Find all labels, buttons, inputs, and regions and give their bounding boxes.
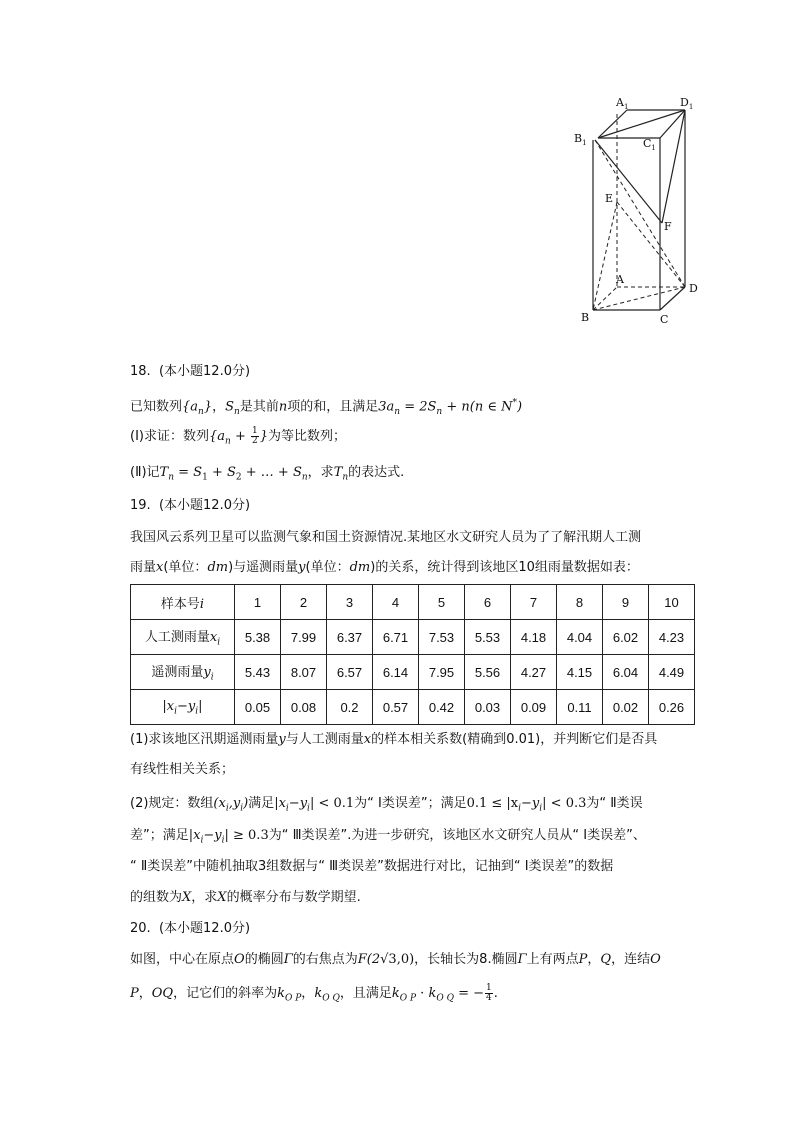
table-cell: 6.04: [603, 655, 649, 690]
table-cell: 0.05: [235, 690, 281, 725]
table-cell: 3: [327, 585, 373, 620]
q19-score: (本小题12.0分): [158, 498, 251, 513]
table-cell: 0.09: [511, 690, 557, 725]
label-D1: $D_1$: [680, 96, 694, 111]
q18-heading: [130, 362, 250, 382]
table-cell: 6.37: [327, 620, 373, 655]
table-cell: 6.02: [603, 620, 649, 655]
table-cell: 5.53: [465, 620, 511, 655]
q19-part2-line1: (2)规定：数组$(x_i,y_i)$满足$|x_i-y_i| < 0.1$为“ Ⅰ类误差”；满足$0.1 \le |x_i-y_i| < 0.3$为“ Ⅱ类误: [130, 796, 643, 814]
table-cell: 0.03: [465, 690, 511, 725]
label-B1: $B_1$: [574, 132, 587, 147]
q20-score: (本小题12.0分): [158, 921, 251, 936]
table-cell: 0.26: [649, 690, 695, 725]
label-A1: $A_1$: [616, 96, 629, 111]
table-cell: 0.42: [419, 690, 465, 725]
table-row: [131, 690, 695, 725]
table-row: [131, 620, 695, 655]
table-cell: 5.43: [235, 655, 281, 690]
table-cell: 7.99: [281, 620, 327, 655]
table-cell: 4.04: [557, 620, 603, 655]
table-cell: 6.14: [373, 655, 419, 690]
q20-heading: [130, 919, 250, 939]
table-cell: 9: [603, 585, 649, 620]
table-cell: 1: [235, 585, 281, 620]
table-cell: 7: [511, 585, 557, 620]
table-cell: 4: [373, 585, 419, 620]
q19-part2-line4: 的组数为X，求X的概率分布与数学期望.: [130, 890, 361, 905]
table-cell: 4.15: [557, 655, 603, 690]
q18-score: (本小题12.0分): [158, 364, 251, 379]
table-cell: 5: [419, 585, 465, 620]
table-cell: 0.08: [281, 690, 327, 725]
q20-line1: 如图，中心在原点O的椭圆Γ的右焦点为F(2√3,0)，长轴长为8.椭圆Γ上有两点P，Q，连结O: [130, 952, 661, 967]
table-cell: 6.71: [373, 620, 419, 655]
table-cell: 7.95: [419, 655, 465, 690]
row-header-y: 遥测雨量$y_i$: [131, 655, 235, 690]
table-cell: 4.49: [649, 655, 695, 690]
q19-part2-line2: 差”；满足$|x_i-y_i| \ge 0.3$为“ Ⅲ类误差”.为进一步研究，该地区水文研究人员从“ Ⅰ类误差”、: [130, 828, 646, 846]
q18-part2: (Ⅱ)记$T_n = S_1 + S_2$ + … + $S_n$，求$T_n$的表达式.: [130, 465, 405, 483]
q19-number: 19.: [130, 498, 151, 513]
table-cell: 0.2: [327, 690, 373, 725]
table-cell: 8.07: [281, 655, 327, 690]
table-cell: 10: [649, 585, 695, 620]
q19-part1-line1: (1)求该地区汛期遥测雨量y与人工测雨量x的样本相关系数(精确到0.01)，并判断它们是否具: [130, 732, 658, 747]
fraction-half: $\frac{1}{2}$: [251, 426, 258, 446]
q18-number: 18.: [130, 364, 151, 379]
table-cell: 2: [281, 585, 327, 620]
label-E: E: [605, 192, 614, 205]
table-cell: 4.18: [511, 620, 557, 655]
q18-intro: 已知数列$\{a_n\}$，$S_n$是其前n项的和，且满足$3a_n = 2S_n + n(n$ ∈ N*): [130, 398, 523, 417]
table-row: [131, 655, 695, 690]
q19-line2: 雨量x(单位：dm)与遥测雨量y(单位：dm)的关系，统计得到该地区10组雨量数据如表：: [130, 560, 639, 575]
table-cell: 5.56: [465, 655, 511, 690]
table-cell: 6.57: [327, 655, 373, 690]
label-D: D: [689, 282, 698, 295]
geometry-figure: [560, 90, 720, 330]
table-cell: 8: [557, 585, 603, 620]
label-B: B: [581, 311, 590, 324]
table-cell: 6: [465, 585, 511, 620]
table-cell: 7.53: [419, 620, 465, 655]
label-C1: $C_1$: [643, 137, 656, 152]
table-row: [131, 585, 695, 620]
q19-heading: [130, 496, 250, 516]
table-cell: 4.27: [511, 655, 557, 690]
row-header-sample: 样本号i: [131, 585, 235, 620]
q19-part1-line2: 有线性相关关系；: [130, 762, 235, 777]
q18-part1: (Ⅰ)求证：数列{$a_n$ + $\frac{1}{2}$ }为等比数列；: [130, 426, 347, 447]
table-cell: 0.02: [603, 690, 649, 725]
q19-part2-line3: “ Ⅱ类误差”中随机抽取3组数据与“ Ⅲ类误差”数据进行对比，记抽到“ Ⅰ类误差”的数据: [130, 859, 614, 874]
table-cell: 0.57: [373, 690, 419, 725]
rainfall-table: [130, 584, 695, 725]
label-F: F: [664, 220, 672, 233]
table-cell: 5.38: [235, 620, 281, 655]
label-C: C: [660, 313, 669, 326]
table-cell: 4.23: [649, 620, 695, 655]
q20-line2: P，OQ，记它们的斜率为$k_{O P}$，$k_{O Q}$，且满足$k_{O P} \cdot k_{O Q}$ = − $\frac{1}{4}$ .: [130, 983, 498, 1004]
fraction-quarter: $\frac{1}{4}$: [486, 983, 492, 1003]
row-header-x: 人工测雨量$x_i$: [131, 620, 235, 655]
q20-number: 20.: [130, 921, 151, 936]
row-header-diff: $|x_i-y_i|$: [131, 690, 235, 725]
table-cell: 0.11: [557, 690, 603, 725]
q19-line1: 我国风云系列卫星可以监测气象和国土资源情况.某地区水文研究人员为了了解汛期人工测: [130, 530, 642, 545]
label-A: A: [616, 273, 624, 286]
